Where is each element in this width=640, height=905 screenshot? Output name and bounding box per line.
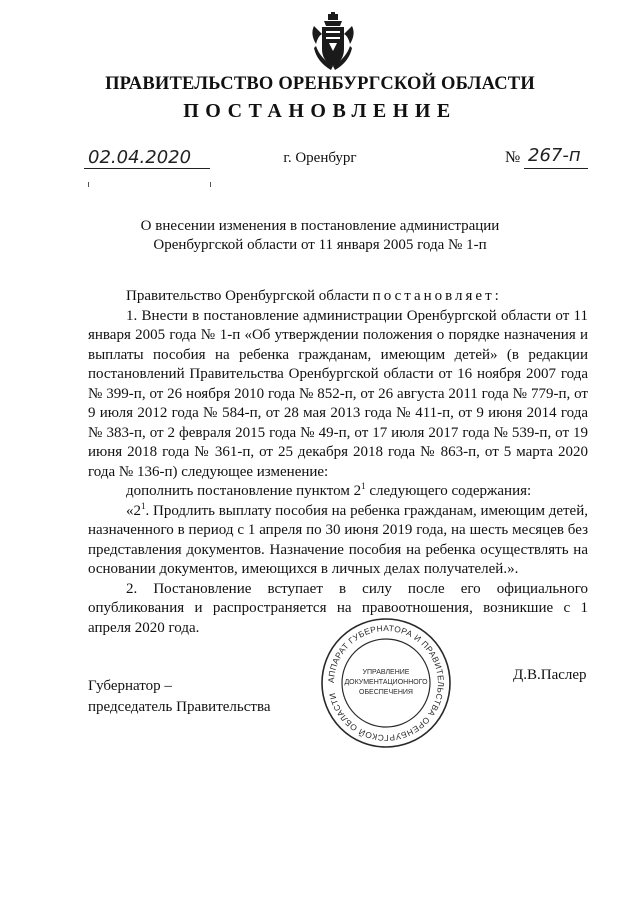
date-underline: [84, 168, 210, 169]
body-paragraph: 1. Внести в постановление администрации Оренбургской области от 11 января 2005 года № 1-п «Об утверждении положения о порядке назначения и выплаты пособия на ребенка гражданам, имеющим детей» (в редакции постановлений Правительства Оренбургской области от 16 ноября 2007 года № 399-п, от 26 ноября 2010 года № 852-п, от 26 августа 2011 года № 779-п, от 9 июля 2012 года № 584-п, от 28 мая 2013 года № 411-п, от 9 июня 2014 года № 383-п, от 2 февраля 2015 года № 49-п, от 17 июля 2017 года № 539-п, от 19 июня 2018 года № 361-п, от 25 декабря 2018 года № 863-п, от 5 марта 2020 года № 136-п) следующее изменение:: [88, 307, 588, 480]
number-label: №: [505, 149, 521, 166]
official-stamp: [320, 617, 452, 749]
text-span: следующего содержания:: [365, 483, 532, 499]
signatory-name: Д.В.Паслер: [513, 667, 587, 683]
government-title: ПРАВИТЕЛЬСТВО ОРЕНБУРГСКОЙ ОБЛАСТИ: [105, 74, 535, 94]
text-span: :: [494, 288, 499, 304]
superscript: 1: [141, 500, 146, 511]
number-underline: [524, 168, 588, 169]
stamp-ring-text: АППАРАТ ГУБЕРНАТОРА И ПРАВИТЕЛЬСТВА ОРЕНБУРГСКОЙ ОБЛАСТИ: [325, 622, 447, 744]
document-date: 02.04.2020: [88, 147, 192, 168]
document-city: г. Оренбург: [283, 150, 357, 166]
superscript: 1: [361, 481, 366, 491]
corner-mark: [210, 182, 211, 187]
text-span: Правительство Оренбургской области: [126, 288, 373, 304]
text-span: . Продлить выплату пособия на ребенка гражданам, имеющим детей, назначенного в период с 1 апреля по 30 июня 2019 года, на шесть месяцев без представления документов. Назначение пособия на ребенка осуществлять на основании документов, имеющихся в личных делах получателей.».: [88, 502, 588, 577]
stamp-center-line: УПРАВЛЕНИЕ: [362, 669, 410, 676]
subject-line: Оренбургской области от 11 января 2005 года № 1-п: [153, 237, 487, 253]
body-paragraph: 2. Постановление вступает в силу после его официального опубликования и распространяется на правоотношения, возникшие с 1 апреля 2020 года.: [88, 580, 588, 636]
body-paragraph: [88, 482, 588, 502]
document-subject: [0, 217, 640, 255]
body-paragraph: [88, 502, 588, 580]
text-span-spaced: постановляет: [372, 288, 495, 304]
text-span: дополнить постановление пунктом 2: [126, 483, 362, 499]
stamp-center-line: ДОКУМЕНТАЦИОННОГО: [344, 679, 428, 686]
subject-line: О внесении изменения в постановление администрации: [140, 218, 500, 234]
signatory-position: [88, 676, 271, 718]
position-line: Губернатор –: [88, 678, 172, 694]
position-line: председатель Правительства: [88, 699, 271, 715]
text-span: «2: [126, 502, 141, 519]
stamp-center-line: ОБЕСПЕЧЕНИЯ: [359, 689, 413, 696]
coat-of-arms-icon: [310, 12, 356, 72]
body-paragraph: [88, 287, 588, 307]
document-type-title: ПОСТАНОВЛЕНИЕ: [183, 100, 457, 122]
document-body: [88, 287, 588, 638]
document-number: 267-п: [528, 145, 581, 166]
corner-mark: [88, 182, 89, 187]
